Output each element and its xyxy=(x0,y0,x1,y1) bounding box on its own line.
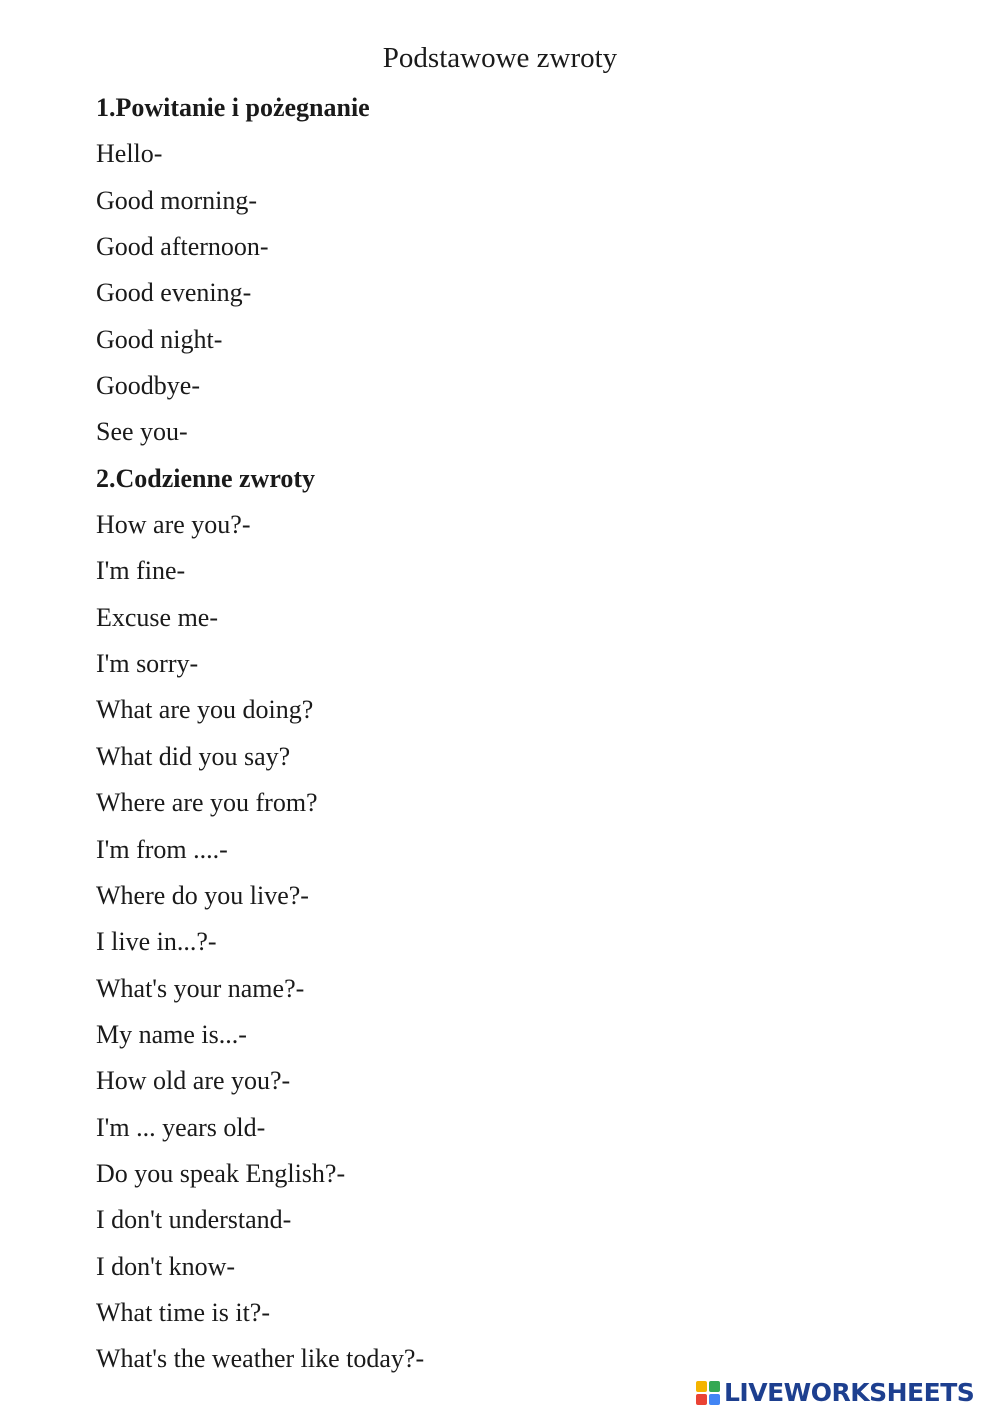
phrase-line: I don't know- xyxy=(96,1251,236,1281)
phrase-line: I'm ... years old- xyxy=(96,1112,266,1142)
phrase-line: Good morning- xyxy=(96,185,258,215)
section-heading: 1.Powitanie i pożegnanie xyxy=(96,93,370,122)
section-heading: 2.Codzienne zwroty xyxy=(96,463,316,493)
phrase-line: I'm sorry- xyxy=(96,649,199,679)
phrase-line: What's the weather like today?- xyxy=(96,1344,425,1374)
phrase-line: Excuse me- xyxy=(96,602,219,632)
phrase-line: Where do you live?- xyxy=(96,880,309,910)
logo-square xyxy=(709,1394,720,1405)
phrase-line: Hello- xyxy=(96,139,163,169)
phrase-line: Good afternoon- xyxy=(96,232,269,262)
phrase-line: I live in...?- xyxy=(96,927,217,957)
phrase-line: Do you speak English?- xyxy=(96,1158,346,1188)
phrase-line: What did you say? xyxy=(96,741,291,771)
phrase-line: What time is it?- xyxy=(96,1297,271,1327)
phrase-line: Where are you from? xyxy=(96,788,318,818)
logo-square xyxy=(696,1394,707,1405)
logo-text: LIVEWORKSHEETS xyxy=(724,1378,975,1407)
logo-square xyxy=(696,1381,707,1392)
page-title: Podstawowe zwroty xyxy=(382,42,618,74)
phrase-list xyxy=(96,88,956,1386)
phrase-line: I'm from ....- xyxy=(96,834,228,864)
phrase-line: See you- xyxy=(96,417,188,447)
phrase-line: Goodbye- xyxy=(96,371,200,401)
phrase-line: What's your name?- xyxy=(96,973,305,1003)
phrase-line: Good night- xyxy=(96,324,223,354)
logo-square xyxy=(709,1381,720,1392)
phrase-line: My name is...- xyxy=(96,1019,247,1049)
phrase-line: I don't understand- xyxy=(96,1205,292,1235)
phrase-line: How old are you?- xyxy=(96,1066,291,1096)
phrase-line: I'm fine- xyxy=(96,556,186,586)
logo-mark-icon xyxy=(696,1381,720,1405)
phrase-line: What are you doing? xyxy=(96,695,314,725)
phrase-line: How are you?- xyxy=(96,510,251,540)
liveworksheets-logo xyxy=(696,1378,974,1408)
phrase-line: Good evening- xyxy=(96,278,252,308)
